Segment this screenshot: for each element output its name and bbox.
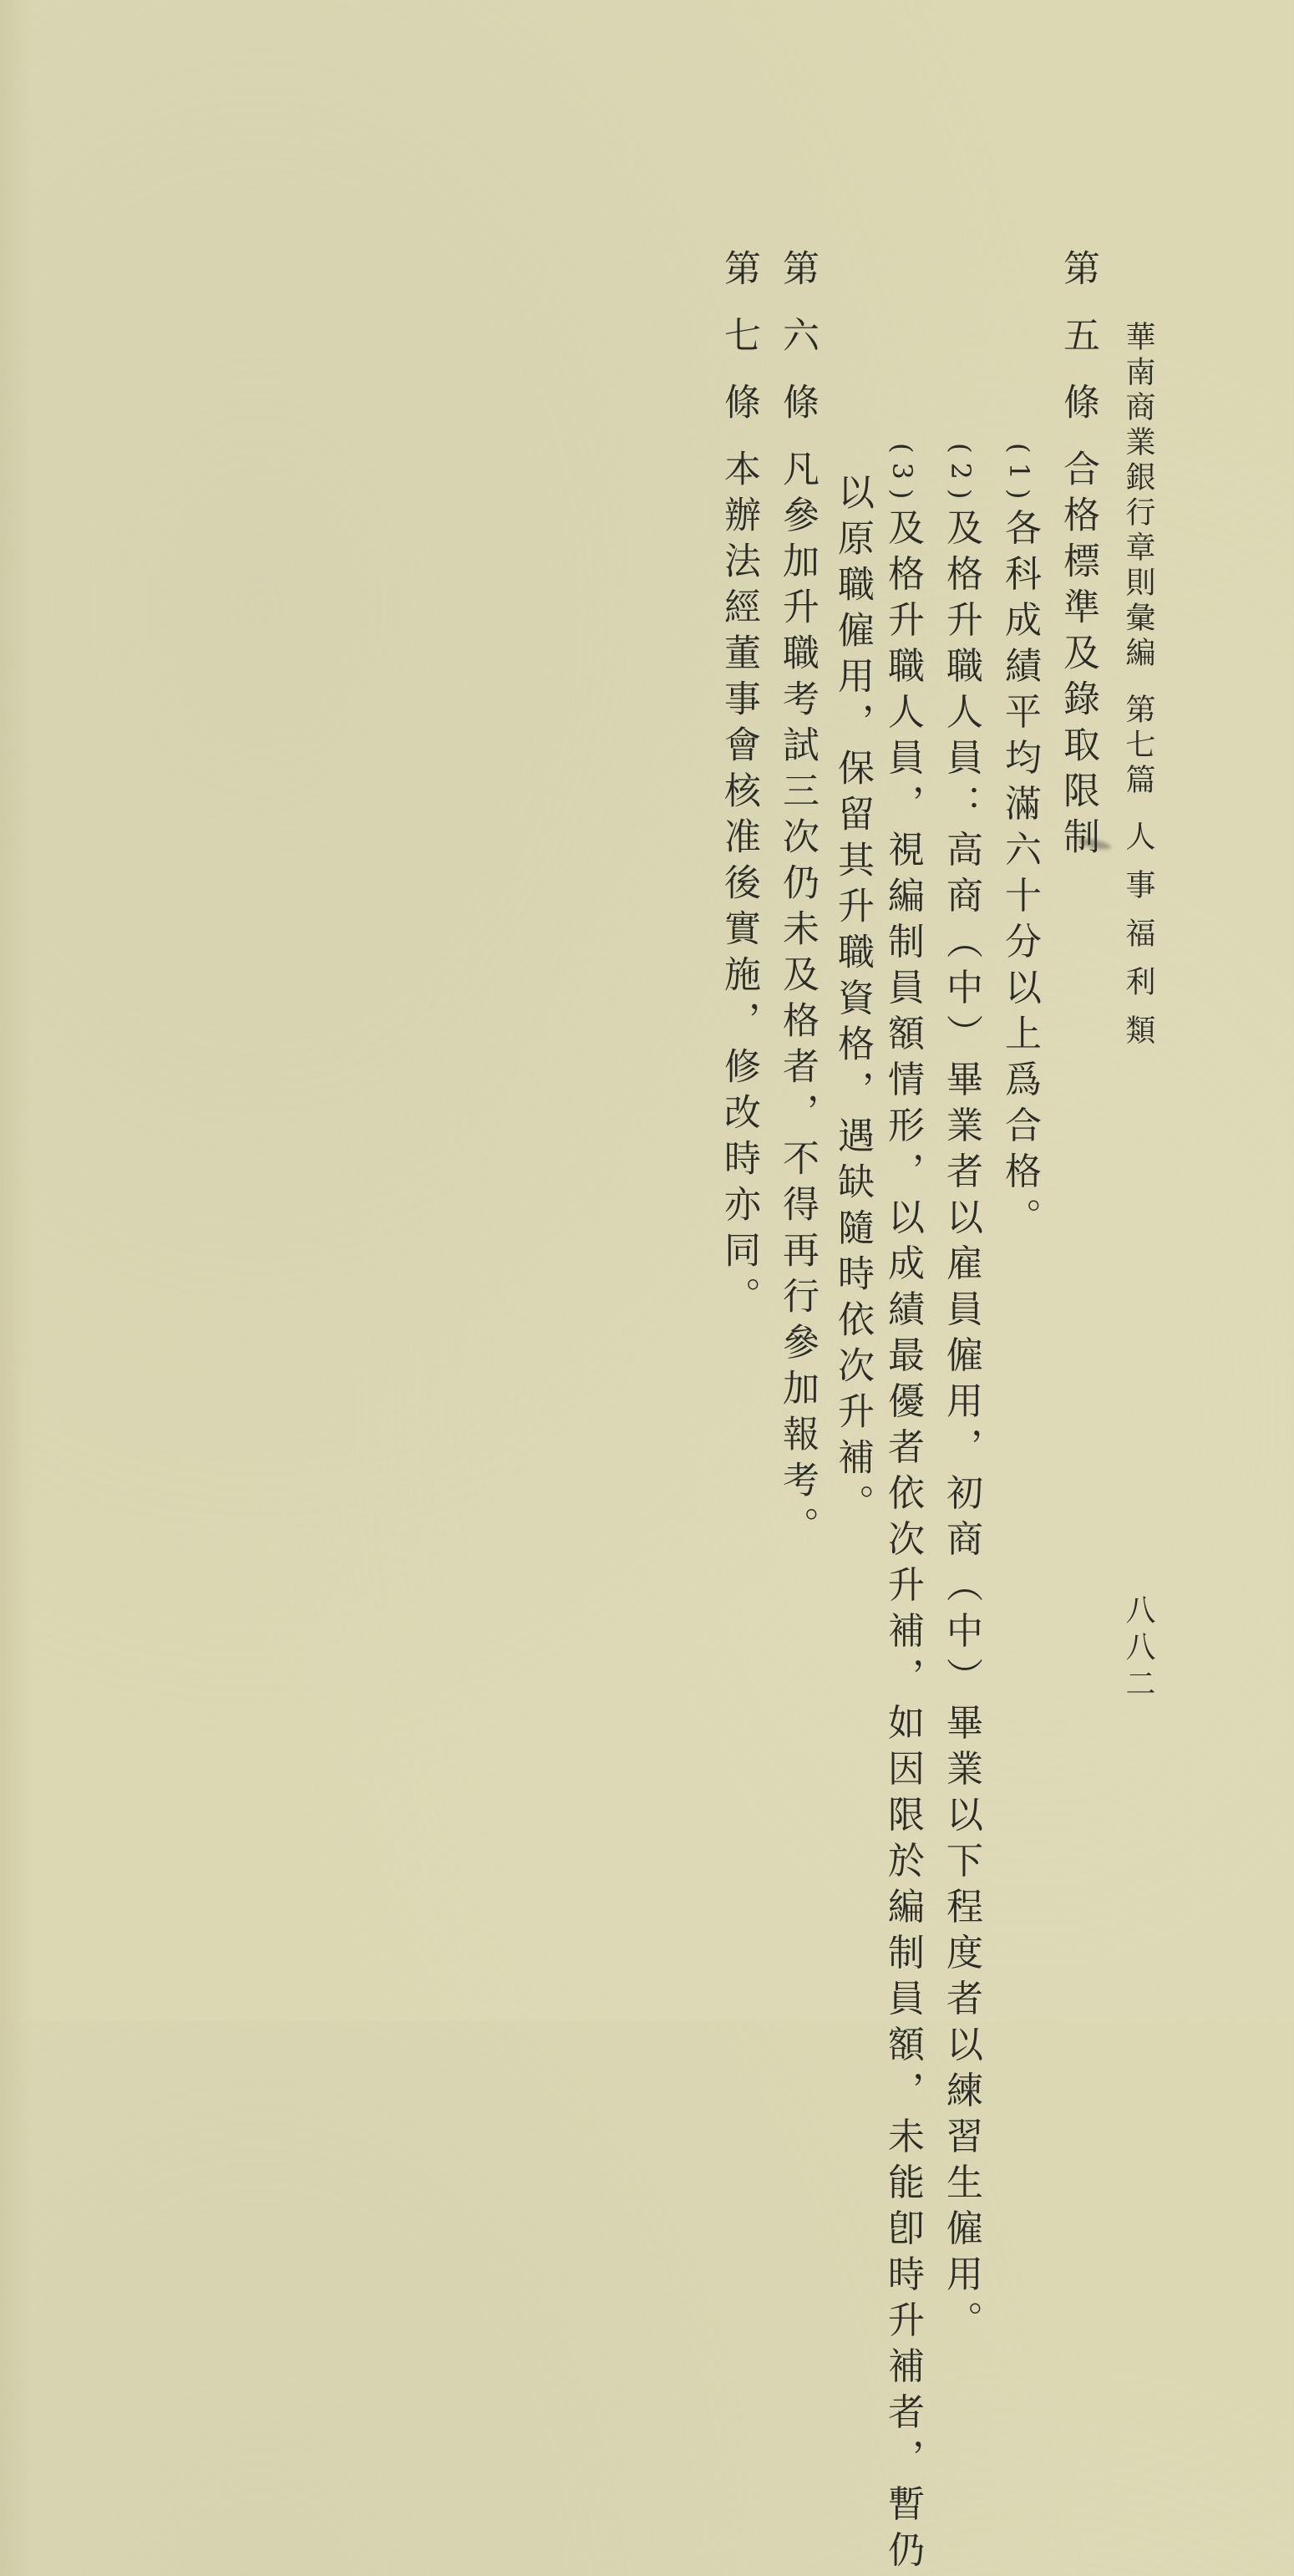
running-header xyxy=(1123,321,1153,1063)
article-5 xyxy=(1057,249,1099,863)
article-label: 第六條 xyxy=(776,249,819,450)
book-title: 華南商業銀行章則彙編 xyxy=(1121,321,1155,672)
item-text: 及格升職人員，視編制員額情形，以成績最優者依次升補，如因限於編制員額，未能卽時升補者，暫仍 xyxy=(881,508,924,2576)
item-marker: (1) xyxy=(1003,443,1035,509)
item-text: 各科成績平均滿六十分以上爲合格。 xyxy=(998,508,1041,1244)
article-7 xyxy=(718,249,760,1323)
article-5-item-2 xyxy=(940,443,982,2347)
article-label: 第七條 xyxy=(718,249,760,450)
bleed-through-text xyxy=(92,351,142,685)
article-5-item-3 xyxy=(881,443,924,2576)
article-text: 本辦法經董事會核准後實施，修改時亦同。 xyxy=(718,450,760,1323)
article-6 xyxy=(776,249,819,1552)
item-marker: (3) xyxy=(886,443,918,509)
article-label: 第五條 xyxy=(1057,249,1099,450)
part-label: 第七篇 xyxy=(1121,694,1155,799)
article-text: 凡參加升職考試三次仍未及格者，不得再行參加報考。 xyxy=(776,450,819,1552)
article-title: 合格標準及錄取限制 xyxy=(1057,450,1099,863)
article-5-item-1 xyxy=(998,443,1041,1244)
item-marker: (2) xyxy=(945,443,977,509)
article-5-item-3-continuation: 以原職僱用，保留其升職資格，遇缺隨時依次升補。 xyxy=(831,473,874,1530)
category-label: 人事福利類 xyxy=(1121,821,1155,1063)
page-number: 八八二 xyxy=(1121,1594,1155,1705)
item-text: 及格升職人員：高商（中）畢業者以雇員僱用，初商（中）畢業以下程度者以練習生僱用。 xyxy=(940,508,982,2347)
